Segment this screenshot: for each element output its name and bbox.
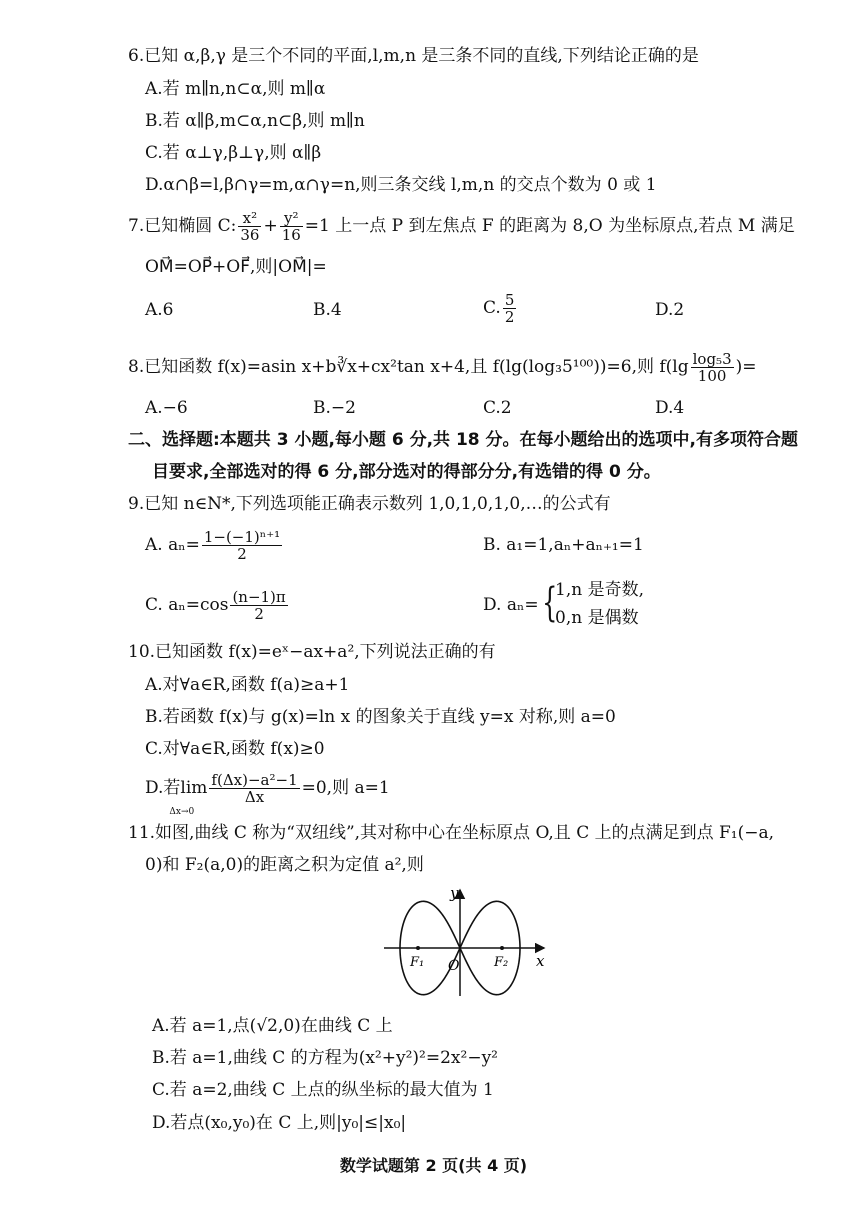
q9-option-d-label: D. aₙ= (483, 595, 539, 615)
q7-c-num: 5 (504, 291, 515, 309)
q8-frac-num: log₅3 (692, 350, 732, 368)
lemniscate-figure (378, 884, 550, 1000)
q10-limit-subscript: Δx→0 (169, 807, 195, 817)
q7-fraction-x (238, 210, 261, 243)
q8-fraction (691, 351, 734, 384)
q6-option-b: B.若 α∥β,m⊂α,n⊂β,则 m∥n (145, 111, 365, 131)
q8-stem-pre: 8.已知函数 f(x)=asin x+b∛x+cx²tan x+4,且 f(lg(log₃5¹⁰⁰))=6,则 f(lg (128, 357, 689, 377)
focus-f1-point (416, 946, 420, 950)
q10-d-num: f(Δx)−a²−1 (211, 771, 298, 789)
q9-option-d-case1: 1,n 是奇数, (555, 580, 644, 600)
q8-option-d: D.4 (655, 398, 685, 418)
q9-option-c-fraction (230, 589, 287, 622)
q6-option-a: A.若 m∥n,n⊂α,则 m∥α (145, 79, 326, 99)
q7-option-d: D.2 (655, 300, 685, 320)
q7-option-c-fraction (503, 292, 517, 325)
q10-option-d-fraction (209, 772, 299, 805)
q10-option-b: B.若函数 f(x)与 g(x)=ln x 的图象关于直线 y=x 对称,则 a=0 (145, 707, 616, 727)
q11-option-b: B.若 a=1,曲线 C 的方程为(x²+y²)²=2x²−y² (152, 1048, 498, 1068)
q8-stem (128, 349, 757, 385)
q8-stem-post: )= (735, 357, 757, 377)
page-footer: 数学试题第 2 页(共 4 页) (339, 1156, 528, 1175)
q9-option-a-fraction (202, 529, 282, 562)
q8-frac-den: 100 (697, 367, 727, 385)
q7-option-b: B.4 (313, 300, 342, 320)
x-axis-label: x (536, 952, 545, 970)
q10-option-a: A.对∀a∈R,函数 f(a)≥a+1 (145, 675, 350, 695)
section2-heading-line2: 目要求,全部选对的得 6 分,部分选对的得部分分,有选错的得 0 分。 (152, 462, 661, 482)
origin-label: O (448, 958, 460, 974)
q11-stem-line2: 0)和 F₂(a,0)的距离之积为定值 a²,则 (145, 855, 424, 875)
q7-c-den: 2 (504, 308, 515, 326)
q8-option-b: B.−2 (313, 398, 356, 418)
q7-stem (128, 208, 795, 244)
q9-option-c-label: C. aₙ=cos (145, 595, 229, 615)
q7-plus: + (263, 216, 278, 236)
q11-option-a: A.若 a=1,点(√2,0)在曲线 C 上 (152, 1016, 393, 1036)
q9-option-c (145, 587, 290, 623)
q9-a-den: 2 (237, 545, 247, 563)
f1-label: F₁ (410, 955, 425, 970)
q10-d-den: Δx (244, 788, 265, 806)
y-axis-label: y (450, 884, 459, 902)
q9-option-d-case2: 0,n 是偶数 (555, 608, 639, 628)
q11-option-c: C.若 a=2,曲线 C 上点的纵坐标的最大值为 1 (152, 1080, 494, 1100)
q10-option-d-pre: D.若lim (145, 778, 208, 798)
q9-c-num: (n−1)π (232, 588, 286, 606)
q11-option-d: D.若点(x₀,y₀)在 C 上,则|y₀|≤|x₀| (152, 1113, 407, 1133)
focus-f2-point (500, 946, 504, 950)
q9-option-a (145, 527, 284, 563)
q8-option-c: C.2 (483, 398, 512, 418)
q9-option-d-brace: { (542, 580, 558, 626)
q9-option-a-label: A. aₙ= (145, 535, 200, 555)
q7-frac2-den: 16 (281, 226, 301, 244)
q8-option-a: A.−6 (145, 398, 188, 418)
q7-stem-pre: 7.已知椭圆 C: (128, 216, 237, 236)
q7-frac2-num: y² (280, 210, 303, 227)
section2-heading-line1: 二、选择题:本题共 3 小题,每小题 6 分,共 18 分。在每小题给出的选项中,有多项符合题 (128, 430, 798, 450)
q7-fraction-y (280, 210, 303, 243)
q10-option-d-post: =0,则 a=1 (301, 778, 390, 798)
q7-frac1-den: 36 (240, 226, 260, 244)
q7-option-c-label: C. (483, 298, 501, 318)
q9-c-den: 2 (254, 605, 264, 623)
q6-stem: 6.已知 α,β,γ 是三个不同的平面,l,m,n 是三条不同的直线,下列结论正确的是 (128, 46, 699, 66)
q7-frac1-num: x² (238, 210, 261, 227)
lemniscate-diagram (378, 884, 550, 1000)
q9-option-b: B. a₁=1,aₙ+aₙ₊₁=1 (483, 535, 644, 555)
q10-option-c: C.对∀a∈R,函数 f(x)≥0 (145, 739, 325, 759)
q9-a-num: 1−(−1)ⁿ⁺¹ (203, 528, 281, 546)
q9-stem: 9.已知 n∈N*,下列选项能正确表示数列 1,0,1,0,1,0,…的公式有 (128, 494, 611, 514)
q7-option-c (483, 290, 518, 326)
q11-stem-line1: 11.如图,曲线 C 称为“双纽线”,其对称中心在坐标原点 O,且 C 上的点满足到点 F₁(−a, (128, 823, 775, 843)
q7-stem-line2: OM⃗=OP⃗+OF⃗,则|OM⃗|= (145, 257, 327, 277)
f2-label: F₂ (494, 955, 509, 970)
q10-stem: 10.已知函数 f(x)=eˣ−ax+a²,下列说法正确的有 (128, 642, 496, 662)
q7-stem-post: =1 上一点 P 到左焦点 F 的距离为 8,O 为坐标原点,若点 M 满足 (304, 216, 795, 236)
q6-option-d: D.α∩β=l,β∩γ=m,α∩γ=n,则三条交线 l,m,n 的交点个数为 0 或 1 (145, 175, 657, 195)
q6-option-c: C.若 α⊥γ,β⊥γ,则 α∥β (145, 143, 322, 163)
q10-option-d (145, 770, 390, 817)
q7-option-a: A.6 (145, 300, 174, 320)
